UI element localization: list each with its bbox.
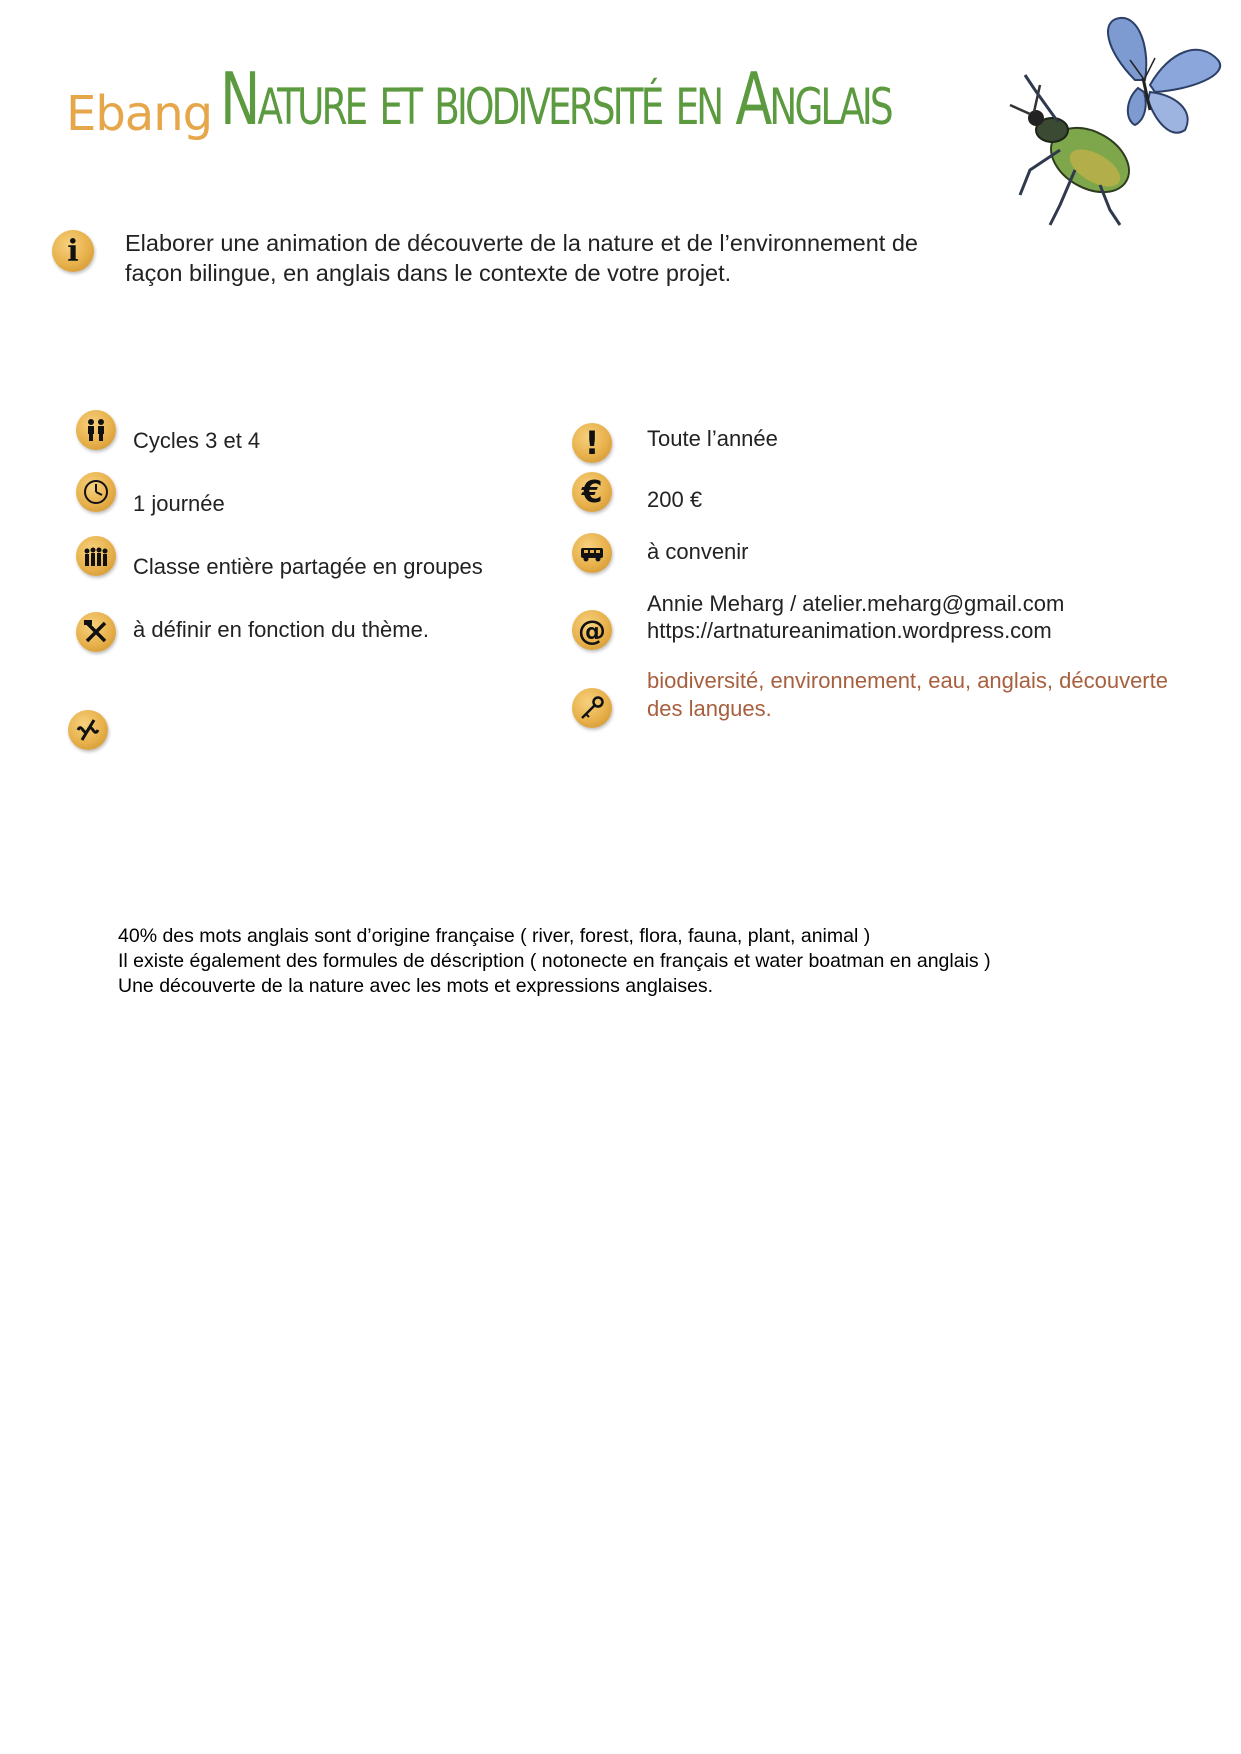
tools-icon — [76, 612, 116, 652]
group-icon — [76, 536, 116, 576]
level-text: Cycles 3 et 4 — [133, 428, 261, 453]
info-icon: i — [52, 230, 94, 272]
notes-block — [118, 924, 991, 999]
transport-text: à convenir — [647, 539, 749, 564]
period-text: Toute l’année — [647, 426, 778, 451]
note-line: 40% des mots anglais sont d’origine française ( river, forest, flora, fauna, plant, animal ) — [118, 925, 871, 947]
contact-name-email[interactable]: Annie Meharg / atelier.meharg@gmail.com — [647, 591, 1065, 616]
handicap-icon — [68, 710, 108, 750]
at-icon: @ — [572, 610, 612, 650]
children-icon — [76, 410, 116, 450]
material-text: à définir en fonction du thème. — [133, 617, 429, 642]
duration-text: 1 journée — [133, 491, 225, 516]
beetle-icon — [1010, 75, 1140, 225]
insect-illustration — [1000, 10, 1230, 240]
contact-website[interactable]: https://artnatureanimation.wordpress.com — [647, 618, 1052, 643]
page-title: Nature et biodiversité en Anglais — [220, 57, 891, 141]
intro-text: Elaborer une animation de découverte de la nature et de l’environnement de façon bilingue, en anglais dans le contexte de votre projet. — [125, 230, 918, 286]
note-line: Une découverte de la nature avec les mots et expressions anglaises. — [118, 975, 714, 997]
clock-icon — [76, 472, 116, 512]
bus-icon — [572, 533, 612, 573]
key-icon — [572, 688, 612, 728]
euro-icon: € — [572, 472, 612, 512]
butterfly-icon — [1108, 18, 1220, 133]
organization-name: Ebang — [66, 86, 213, 142]
exclamation-icon: ! — [572, 423, 612, 463]
price-text: 200 € — [647, 487, 703, 512]
group-text: Classe entière partagée en groupes — [133, 554, 483, 579]
note-line: Il existe également des formules de déscription ( notonecte en français et water boatman en anglais ) — [118, 950, 991, 972]
keywords-text: biodiversité, environnement, eau, anglais, découverte des langues. — [647, 668, 1168, 721]
